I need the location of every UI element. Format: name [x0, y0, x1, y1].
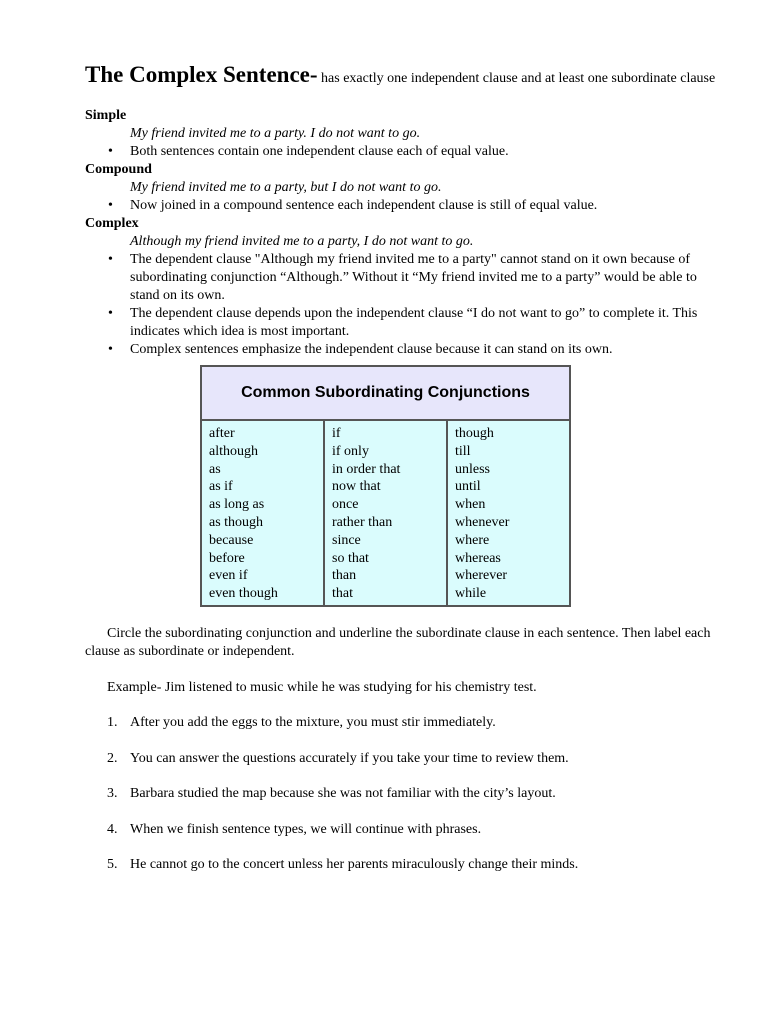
- exercise-item: [85, 821, 725, 839]
- conjunction-word: rather than: [332, 514, 393, 530]
- exercise-item: [85, 714, 725, 732]
- bullet-list: [85, 251, 725, 359]
- conjunction-word: if only: [332, 443, 369, 459]
- conjunction-column: [201, 420, 324, 606]
- conjunction-column: [447, 420, 570, 606]
- conjunction-word: that: [332, 586, 353, 602]
- exercise-number: 4.: [107, 821, 118, 837]
- exercise-number: 2.: [107, 750, 118, 766]
- conjunction-word: as long as: [209, 497, 265, 513]
- conjunction-word: where: [455, 532, 490, 548]
- conjunction-word: unless: [455, 461, 490, 477]
- conjunction-word: as: [209, 461, 221, 477]
- bullet-item: • The dependent clause depends upon the independent clause “I do not want to go” to complete it. This indicates which idea is most important.: [130, 305, 725, 341]
- conjunction-word: because: [209, 532, 254, 548]
- conjunction-word: after: [209, 426, 235, 441]
- conjunction-word: even though: [209, 586, 278, 602]
- section-label: Compound: [85, 162, 152, 177]
- conjunction-word: since: [332, 532, 361, 548]
- worksheet-page: [85, 62, 725, 874]
- bullet-list: [85, 197, 725, 215]
- conjunction-column: [324, 420, 447, 606]
- conjunction-word: though: [455, 426, 494, 441]
- exercise-item: [85, 750, 725, 768]
- conjunction-word: in order that: [332, 461, 401, 477]
- section-label: Complex: [85, 216, 139, 231]
- exercise-text: You can answer the questions accurately if you take your time to review them.: [130, 750, 569, 766]
- example-exercise: Example- Jim listened to music while he was studying for his chemistry test.: [107, 679, 537, 695]
- exercise-number: 1.: [107, 715, 118, 731]
- bullet-item: • Now joined in a compound sentence each independent clause is still of equal value.: [130, 197, 725, 215]
- instructions: Circle the subordinating conjunction and underline the subordinate clause in each sentence. Then label each clause as subordinate or independent.: [85, 625, 711, 659]
- conjunction-word: even if: [209, 568, 248, 584]
- bullet-item: • Both sentences contain one independent clause each of equal value.: [130, 143, 725, 161]
- conjunction-word: whenever: [455, 514, 510, 530]
- exercise-text: He cannot go to the concert unless her parents miraculously change their minds.: [130, 857, 579, 873]
- page-title: The Complex Sentence-: [85, 62, 318, 87]
- bullet-item: • Complex sentences emphasize the independent clause because it can stand on its own.: [130, 341, 725, 359]
- conjunction-word: as though: [209, 514, 264, 530]
- conjunction-word: if: [332, 426, 341, 441]
- exercise-number: 5.: [107, 857, 118, 873]
- conjunction-word: before: [209, 550, 245, 566]
- example-sentence: My friend invited me to a party, but I do not want to go.: [130, 180, 442, 195]
- page-subtitle: has exactly one independent clause and at least one subordinate clause: [317, 71, 716, 86]
- conjunction-word: wherever: [455, 568, 508, 584]
- section-simple: [85, 107, 725, 161]
- exercise-number: 3.: [107, 786, 118, 802]
- section-complex: [85, 215, 725, 359]
- bullet-list: [85, 143, 725, 161]
- conjunction-word: till: [455, 443, 471, 459]
- conjunction-word: than: [332, 568, 357, 584]
- conjunction-word: so that: [332, 550, 369, 566]
- exercise-item: [85, 785, 725, 803]
- example-sentence: Although my friend invited me to a party, I do not want to go.: [130, 234, 474, 249]
- conjunction-word: although: [209, 443, 258, 459]
- section-label: Simple: [85, 108, 127, 123]
- exercise-item: [85, 856, 725, 874]
- exercise-text: After you add the eggs to the mixture, you must stir immediately.: [130, 715, 496, 731]
- conjunction-word: while: [455, 586, 487, 602]
- exercise-text: When we finish sentence types, we will continue with phrases.: [130, 821, 482, 837]
- conjunction-word: when: [455, 497, 486, 513]
- conjunctions-table: [200, 365, 571, 607]
- table-header: Common Subordinating Conjunctions: [201, 366, 570, 420]
- conjunction-word: as if: [209, 479, 233, 495]
- conjunction-word: once: [332, 497, 359, 513]
- example-sentence: My friend invited me to a party. I do not want to go.: [130, 126, 421, 141]
- conjunction-word: now that: [332, 479, 381, 495]
- section-compound: [85, 161, 725, 215]
- conjunction-word: whereas: [455, 550, 501, 566]
- exercise-text: Barbara studied the map because she was not familiar with the city’s layout.: [130, 786, 556, 802]
- conjunction-word: until: [455, 479, 481, 495]
- exercise-list: [85, 714, 725, 874]
- bullet-item: • The dependent clause "Although my friend invited me to a party" cannot stand on it own because of subordinating conjunction “Although.” Without it “My friend invited me to a party” would be able to stand on its own.: [130, 251, 725, 305]
- title-line: [85, 62, 725, 88]
